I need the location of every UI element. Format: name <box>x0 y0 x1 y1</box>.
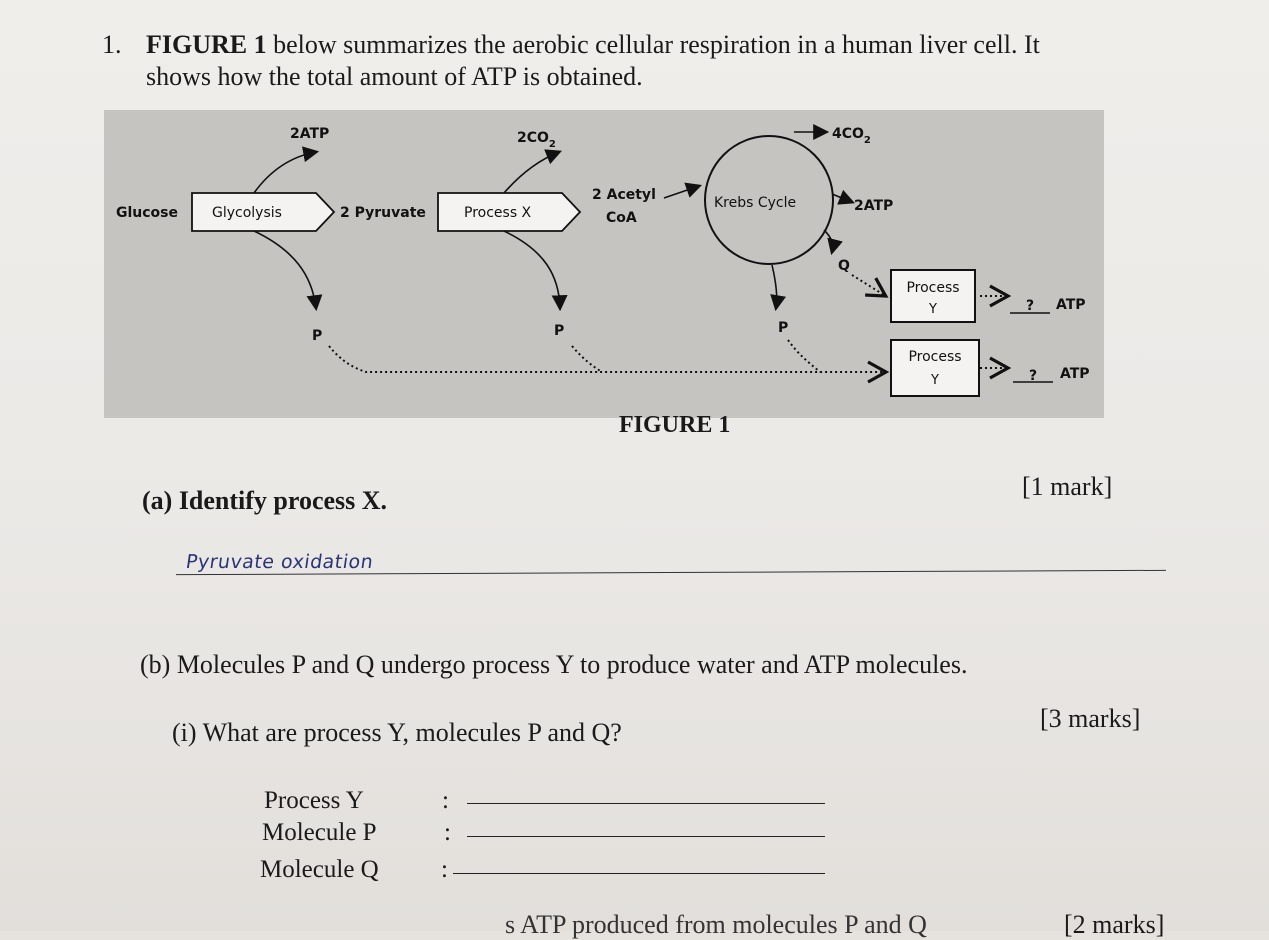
co2-4-sub: 2 <box>863 135 871 146</box>
part-b-stem: (b) Molecules P and Q undergo process Y to produce water and ATP molecules. <box>140 650 968 679</box>
figure-ref: FIGURE 1 <box>146 30 267 59</box>
atp-krebs-label: 2ATP <box>854 198 894 214</box>
process-y2-line1: Process <box>908 349 962 365</box>
intro-text: below summarizes the aerobic cellular respiration in a human liver cell. It <box>266 30 1040 59</box>
process-y1-line2: Y <box>929 302 937 317</box>
part-b-i-question: (i) What are process Y, molecules P and Q? <box>172 718 622 747</box>
atp-out-label-1: ATP <box>1056 297 1086 313</box>
part-a-marks: [1 mark] <box>1022 472 1113 501</box>
acetyl-line2: CoA <box>606 210 637 226</box>
part-a-answer: Pyruvate oxidation <box>184 551 375 573</box>
question-intro-line1 <box>146 30 1040 60</box>
p-label-2: P <box>554 323 565 339</box>
part-a-question <box>142 486 387 516</box>
blank-q2: ? <box>1029 368 1038 384</box>
question-number: 1. <box>102 30 122 59</box>
process-x-label: Process X <box>464 205 532 221</box>
cutoff-marks: [2 marks] <box>1064 910 1165 939</box>
molecule-p-answer-line[interactable] <box>467 836 825 837</box>
glycolysis-label: Glycolysis <box>212 205 282 221</box>
blank-q1: ? <box>1026 298 1035 314</box>
process-y-answer-line[interactable] <box>467 803 825 804</box>
process-y-row-colon: : <box>442 787 449 814</box>
molecule-p-row-label: Molecule P <box>262 819 377 846</box>
co2-4-main: 4CO <box>832 126 864 142</box>
molecule-p-row-colon: : <box>444 819 451 846</box>
question-intro-line2: shows how the total amount of ATP is obtained. <box>146 62 643 91</box>
part-a-label: (a) Identify process <box>142 486 362 515</box>
process-y2-line2: Y <box>931 373 939 388</box>
part-b-marks: [3 marks] <box>1040 704 1141 733</box>
co2-2-sub: 2 <box>548 139 556 150</box>
krebs-label: Krebs Cycle <box>714 195 797 211</box>
p-label-1: P <box>312 328 323 344</box>
co2-2-main: 2CO <box>517 130 549 146</box>
atp-top-label: 2ATP <box>290 126 330 142</box>
molecule-q-row-colon: : <box>441 856 448 883</box>
molecule-q-answer-line[interactable] <box>453 873 825 874</box>
p-label-3: P <box>778 320 789 336</box>
process-y1-line1: Process <box>906 280 960 296</box>
cutoff-question-text: s ATP produced from molecules P and Q <box>505 910 927 939</box>
respiration-diagram <box>104 110 1104 418</box>
glucose-label: Glucose <box>116 205 179 221</box>
q-label: Q <box>838 258 850 274</box>
atp-out-label-2: ATP <box>1060 366 1090 382</box>
process-y-row-label: Process Y <box>264 787 364 814</box>
part-a-label-x: X. <box>361 486 388 515</box>
acetyl-line1: 2 Acetyl <box>592 187 656 203</box>
figure-caption: FIGURE 1 <box>619 412 731 438</box>
molecule-q-row-label: Molecule Q <box>260 856 379 883</box>
pyruvate-label: 2 Pyruvate <box>340 205 426 221</box>
